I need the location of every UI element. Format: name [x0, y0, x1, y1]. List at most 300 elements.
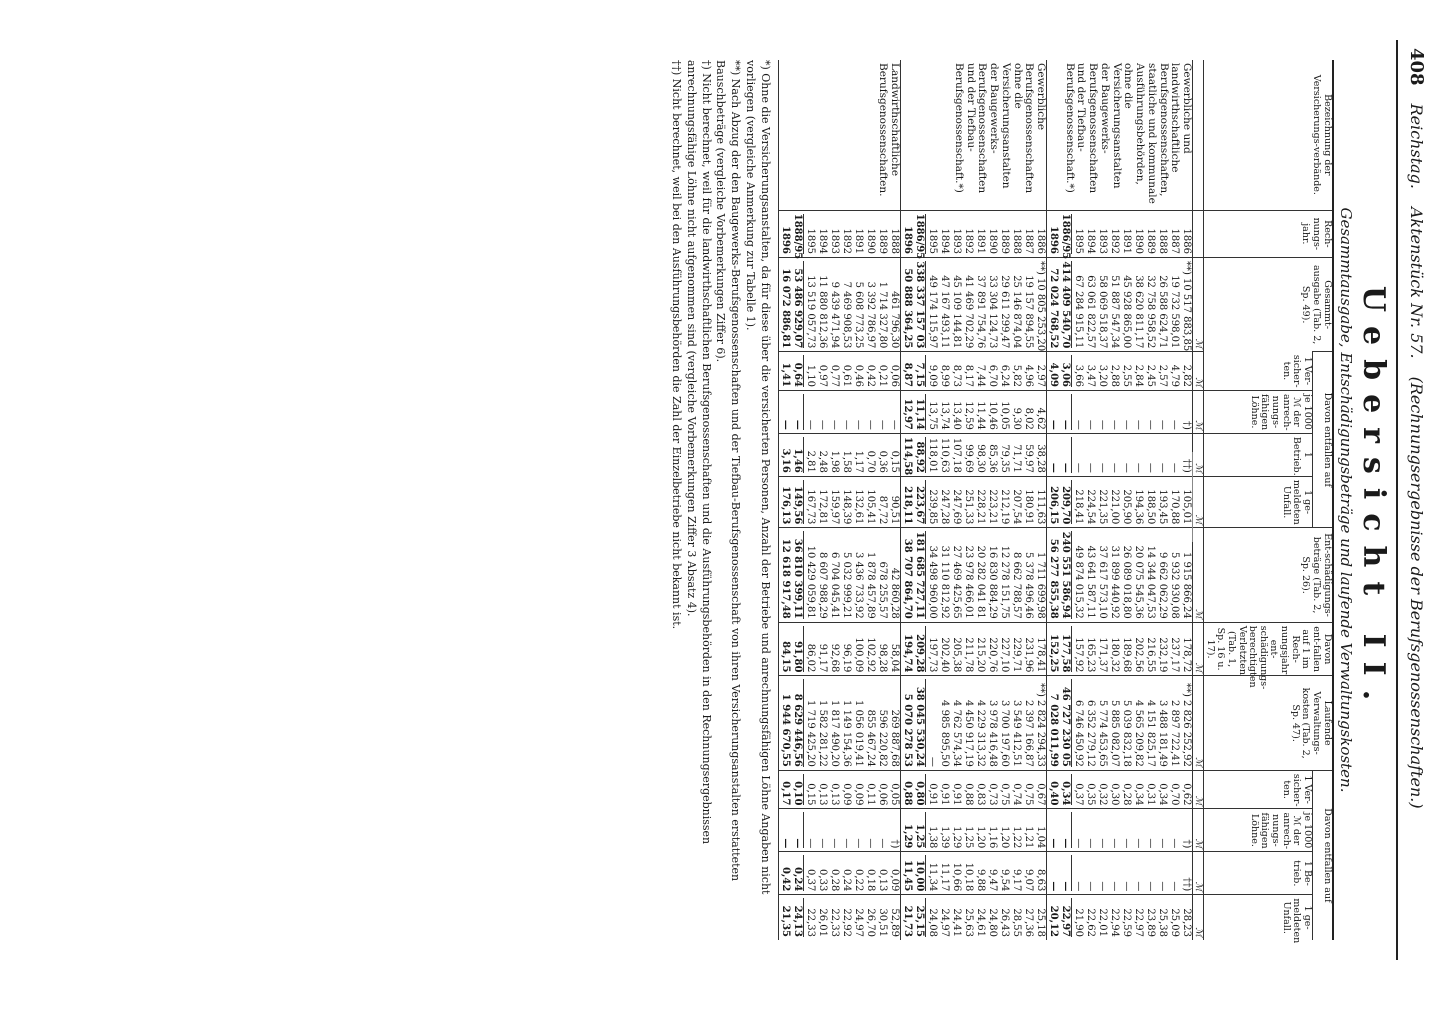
table-cell: —	[1109, 419, 1121, 430]
running-head-center: Aktenstück Nr. 57.	[1407, 206, 1426, 359]
column-cell	[779, 390, 901, 433]
table-cell: 0,34	[1157, 783, 1169, 806]
table-group-row	[779, 60, 901, 940]
table-cell: 1889	[1145, 228, 1157, 254]
table-cell: 22,92	[841, 908, 853, 937]
table-cell: 9,54	[999, 869, 1011, 892]
table-cell: 7 469 908,53	[841, 281, 853, 349]
table-group-row	[901, 60, 1047, 940]
running-head-right: (Rechnungsergebnisse der Berufsgenossenschaften.)	[1407, 376, 1426, 809]
table-cell: —	[853, 838, 865, 849]
table-cell: 0,13	[877, 869, 889, 892]
column-cell	[901, 352, 1047, 391]
table-cell: 9,07	[1023, 869, 1035, 892]
table-cell: 205,90	[1121, 489, 1133, 525]
table-cell: 1891	[853, 228, 865, 254]
table-cell: —	[841, 419, 853, 430]
column-cell	[1047, 433, 1193, 476]
table-cell: 1887	[1023, 228, 1035, 254]
table-cell: —	[1109, 462, 1121, 473]
header-versicherten-2: 1 Ver-sicher-ten.	[1204, 770, 1313, 809]
table-cell: 1,20	[975, 826, 987, 849]
table-body	[779, 60, 1193, 940]
summary-value: 1896	[902, 226, 914, 254]
table-cell: 38,28	[1035, 444, 1047, 473]
table-cell: 91,17	[817, 643, 829, 673]
summary-value: 177,58	[1059, 626, 1072, 673]
table-cell: 23 978 466,01	[963, 545, 975, 619]
column-cell	[901, 770, 1047, 809]
column-cell	[779, 622, 901, 676]
table-cell: 2,82	[1181, 364, 1193, 387]
table-cell: 1894	[939, 228, 951, 254]
table-cell: 8 662 788,57	[1011, 551, 1023, 619]
summary-value: 3,16	[780, 448, 792, 473]
table-cell: 678 255,57	[877, 561, 889, 619]
table-cell: 8 607 988,29	[817, 551, 829, 619]
footnote: *) Ohne die Versicherungsanstalten, da für diese über die versicherten Personen, Anzahl der Betriebe und anrechnungsfähigen Löhne Angaben nicht vorliegen (vergleiche Anmerkung zur Tabelle 1).	[744, 60, 773, 895]
table-cell: 19 157 894,55	[1023, 275, 1035, 349]
table-cell: —	[889, 419, 901, 430]
table-cell: 1,16	[987, 826, 999, 849]
table-cell: 0,05	[889, 783, 901, 806]
summary-value: —	[1048, 462, 1060, 473]
table-cell: 239,85	[927, 489, 939, 525]
summary-value: 25,15	[913, 898, 926, 937]
table-cell: 251,33	[963, 489, 975, 525]
table-cell: 9,17	[1011, 869, 1023, 892]
table-cell: 0,28	[1121, 783, 1133, 806]
table-cell: 1891	[1121, 228, 1133, 254]
column-cell	[779, 257, 901, 351]
table-cell: 51 887 547,34	[1109, 275, 1121, 349]
table-cell: 0,67	[1035, 783, 1047, 806]
table-cell: 21,90	[1073, 908, 1085, 937]
table-cell: 3 549 412,51	[1011, 700, 1023, 767]
table-cell: 22,97	[1133, 908, 1145, 937]
column-cell	[779, 433, 901, 476]
table-cell: 30,51	[877, 908, 889, 937]
table-cell: 1,17	[853, 450, 865, 473]
table-cell: 16 830 884,29	[987, 545, 999, 619]
summary-value: 218,11	[902, 486, 914, 525]
header-rechnungsjahr: Rech-nungs-jahr.	[1204, 210, 1333, 257]
table-cell: —	[1097, 881, 1109, 892]
table-cell: 4 565 209,82	[1133, 700, 1145, 767]
table-cell: 2,97	[1035, 364, 1047, 387]
table-cell: 3,66	[1073, 364, 1085, 387]
table-cell: 13 519 057,73	[805, 275, 817, 349]
table-cell: 0,34	[1133, 783, 1145, 806]
column-cell	[901, 210, 1047, 260]
table-cell: 11,17	[939, 862, 951, 892]
table-cell: ††)	[1181, 877, 1193, 892]
summary-value: 0,80	[913, 774, 926, 806]
table-cell: 9 662 062,29	[1157, 551, 1169, 619]
summary-value: 3,06	[1059, 355, 1072, 387]
header-versicherten-1: 1 Ver-sicher-ten.	[1204, 352, 1313, 391]
table-cell: —	[1121, 881, 1133, 892]
table-cell: 37 891 754,76	[975, 275, 987, 349]
running-head	[1396, 40, 1432, 960]
table-cell: 1892	[963, 228, 975, 254]
table-cell: 228,21	[975, 489, 987, 525]
unit-cell: ℳ	[1193, 622, 1204, 676]
column-cell	[1047, 895, 1193, 940]
unit-cell: ℳ	[1193, 895, 1204, 940]
table-cell: —	[805, 838, 817, 849]
table-cell: 0,13	[817, 783, 829, 806]
unit-cell: ℳ	[1193, 433, 1204, 476]
table-cell: 11,34	[927, 862, 939, 892]
summary-value: 7 028 011,99	[1048, 693, 1060, 767]
table-cell: 1 915 866,24	[1181, 551, 1193, 619]
table-cell: 1893	[829, 228, 841, 254]
table-cell: 1888	[1157, 228, 1169, 254]
table-cell: 1893	[951, 228, 963, 254]
table-cell: 107,18	[951, 437, 963, 473]
header-unfall-2: 1 ge-meldeten Unfall.	[1204, 895, 1313, 940]
table-cell: 45 928 865,00	[1121, 275, 1133, 349]
column-cell	[1047, 770, 1193, 809]
table-cell: 0,24	[841, 869, 853, 892]
table-cell: 6,70	[987, 364, 999, 387]
table-cell: 165,23	[1085, 637, 1097, 673]
table-cell: 231,96	[1023, 637, 1035, 673]
verband-name: Landwirthschaftliche Berufsgenossenschaften.	[779, 60, 901, 210]
summary-value: 11,45	[902, 859, 914, 892]
column-cell	[1047, 852, 1193, 895]
table-cell: 202,40	[939, 637, 951, 673]
table-cell: —	[1133, 838, 1145, 849]
summary-value: 8 629 446,56	[791, 679, 804, 766]
summary-value: 12 618 917,48	[780, 538, 792, 619]
summary-value: 50 888 364,25	[902, 268, 914, 349]
table-cell: 87,72	[877, 495, 889, 525]
page-subtitle: Gesammtausgabe, Entschädigungsbeträge und laufende Verwaltungskosten.	[1337, 207, 1356, 793]
table-cell: 26,70	[865, 908, 877, 937]
summary-value: 38 045 530,24	[913, 679, 926, 766]
table-cell: 3,20	[1097, 364, 1109, 387]
table-cell: 227,10	[999, 637, 1011, 673]
column-cell	[1047, 352, 1193, 391]
table-cell: 27,36	[1023, 908, 1035, 937]
header-verband: Bezeichnung der Versicherungs-verbände.	[1204, 60, 1333, 210]
table-cell: 229,71	[1011, 637, 1023, 673]
table-cell: —	[805, 419, 817, 430]
table-cell: 205,38	[951, 637, 963, 673]
header-gesammtausgabe: Gesammt-ausgabe (Tab. 2, Sp. 49).	[1204, 257, 1333, 351]
title-block	[1334, 40, 1396, 960]
summary-value: 0,88	[902, 781, 914, 806]
column-cell	[779, 352, 901, 391]
table-cell: —	[1121, 419, 1133, 430]
summary-value: 0,40	[1048, 781, 1060, 806]
table-cell: 22,94	[1109, 908, 1121, 937]
summary-value: 240 551 586,94	[1060, 531, 1072, 619]
summary-value: 152,25	[1048, 634, 1060, 673]
table-cell: 24,61	[975, 908, 987, 937]
unit-cell: ℳ	[1193, 676, 1204, 770]
table-cell: 24,97	[939, 908, 951, 937]
table-cell: 111,63	[1035, 489, 1047, 525]
table-cell: —	[1073, 462, 1085, 473]
table-cell: 5,82	[1011, 364, 1023, 387]
table-cell: 43 641 587,11	[1085, 545, 1097, 619]
table-cell: 461 796,30	[889, 291, 901, 349]
table-cell: 8,17	[963, 364, 975, 387]
table-cell: —	[1133, 419, 1145, 430]
table-cell: —	[1145, 881, 1157, 892]
table-cell: 1 878 457,89	[865, 551, 877, 619]
column-cell	[1047, 622, 1193, 676]
table-cell: 102,92	[865, 637, 877, 673]
table-cell: 1894	[817, 228, 829, 254]
table-cell: 0,70	[1169, 783, 1181, 806]
unit-cell: ℳ	[1193, 528, 1204, 622]
table-cell: 1,29	[951, 826, 963, 849]
table-cell: —	[1133, 881, 1145, 892]
table-cell: 9,88	[975, 869, 987, 892]
table-cell: 232,19	[1157, 637, 1169, 673]
table-cell: 5 932 930,08	[1169, 551, 1181, 619]
table-cell: 25,38	[1157, 908, 1169, 937]
summary-value: 1886/95	[1060, 213, 1072, 260]
table-cell: **) 10 805 253,20	[1035, 260, 1047, 352]
summary-value: 22,97	[1059, 898, 1072, 937]
table-cell: —	[1169, 419, 1181, 430]
summary-value: 194,74	[902, 634, 914, 673]
summary-value: —	[1059, 812, 1072, 848]
table-cell: 25,09	[1169, 908, 1181, 937]
table-cell: 180,91	[1023, 489, 1035, 525]
table-cell: 1889	[999, 228, 1011, 254]
table-cell: 1,39	[939, 826, 951, 849]
table-cell: —	[865, 419, 877, 430]
table-cell: 67 284 915,11	[1073, 275, 1085, 349]
column-cell	[1047, 809, 1193, 852]
summary-value: 8,87	[902, 362, 914, 387]
summary-value: 84,15	[780, 641, 792, 673]
table-cell: 0,28	[829, 869, 841, 892]
table-cell: 3 436 733,92	[853, 551, 865, 619]
table-cell: 5 039 832,18	[1121, 700, 1133, 767]
table-cell: —	[1169, 838, 1181, 849]
table-cell: 596 220,82	[877, 709, 889, 767]
column-cell	[901, 476, 1047, 528]
table-cell: 1889	[877, 228, 889, 254]
table-cell: —	[1145, 419, 1157, 430]
table-cell: 1,58	[841, 450, 853, 473]
header-group-davon-2: Davon entfallen auf	[1312, 770, 1332, 940]
table-cell: 221,35	[1097, 489, 1109, 525]
table-cell: —	[1157, 462, 1169, 473]
table-cell: 1890	[987, 228, 999, 254]
table-cell: 3 978 416,48	[987, 700, 999, 767]
table-cell: 5 885 082,07	[1109, 700, 1121, 767]
summary-value: 1,29	[902, 824, 914, 849]
table-cell: 1895	[805, 228, 817, 254]
column-cell	[1047, 257, 1193, 351]
table-cell: 0,09	[889, 869, 901, 892]
table-cell: 0,09	[853, 783, 865, 806]
table-cell: 5 032 999,21	[841, 551, 853, 619]
page-number: 408	[1406, 48, 1427, 86]
verband-name: Gewerbliche und landwirthschaftliche Berufsgenossenschaften, staatliche und kommunale Ausführungsbehörden, ohne die Versicherungsanstalten der Baugewerks-Berufsgenossenschaften und der Tiefbau-Berufsgenossenschaft.*)	[1047, 60, 1193, 210]
table-cell: 1,22	[1011, 826, 1023, 849]
table-cell: 0,75	[999, 783, 1011, 806]
table-cell: †)	[1181, 421, 1193, 430]
table-cell: 0,18	[865, 869, 877, 892]
table-cell: 13,75	[927, 401, 939, 430]
table-cell: 12 278 151,75	[999, 545, 1011, 619]
table-cell: 193,45	[1157, 489, 1169, 525]
table-cell: 10,18	[963, 862, 975, 892]
table-cell: 0,37	[805, 869, 817, 892]
table-cell: 58 069 518,37	[1097, 275, 1109, 349]
column-cell	[901, 257, 1047, 351]
table-cell: 223,21	[987, 489, 999, 525]
table-cell: 188,50	[1145, 489, 1157, 525]
summary-value: 21,73	[902, 905, 914, 937]
table-cell: 26 588 624,71	[1157, 275, 1169, 349]
table-cell: —	[927, 756, 939, 767]
summary-value: 0,17	[780, 781, 792, 806]
summary-value: 20,12	[1048, 905, 1060, 937]
table-cell: 24,41	[951, 908, 963, 937]
table-group-row	[1047, 60, 1193, 940]
table-cell: 26 089 018,80	[1121, 545, 1133, 619]
table-cell: 79,35	[999, 444, 1011, 473]
table-cell: —	[1145, 838, 1157, 849]
table-cell: **) 10 517 883,85	[1181, 260, 1193, 352]
summary-value: 176,13	[780, 486, 792, 525]
summary-value: 91,80	[791, 626, 804, 673]
summary-value: 36 810 399,11	[791, 531, 804, 618]
table-cell: —	[1145, 462, 1157, 473]
table-cell: 1 714 327,80	[877, 281, 889, 349]
table-cell: 220,76	[987, 637, 999, 673]
table-cell: 37 617 573,10	[1097, 545, 1109, 619]
table-cell: 1890	[865, 228, 877, 254]
table-cell: 0,06	[889, 364, 901, 387]
table-cell: 178,72	[1181, 637, 1193, 673]
table-cell: 28,55	[1011, 908, 1023, 937]
table-cell: 71,71	[1011, 444, 1023, 473]
table-cell: 0,30	[1109, 783, 1121, 806]
header-group-davon-1: Davon entfallen auf	[1312, 352, 1332, 528]
table-cell: —	[877, 838, 889, 849]
unit-cell: ℳ	[1193, 809, 1204, 852]
table-cell: 0,74	[1011, 783, 1023, 806]
column-cell	[779, 852, 901, 895]
column-cell	[1047, 476, 1193, 528]
table-cell: —	[1097, 462, 1109, 473]
summary-value: 149,56	[791, 480, 804, 525]
summary-value: 0,24	[791, 855, 804, 891]
table-cell: 20 282 041 81	[975, 545, 987, 619]
summary-value: 209,28	[913, 626, 926, 673]
table-cell: 6 352 279,12	[1085, 700, 1097, 767]
table-cell: 1895	[1073, 228, 1085, 254]
table-cell: 1,38	[927, 826, 939, 849]
table-cell: 22,62	[1085, 908, 1097, 937]
table-cell: 0,70	[865, 450, 877, 473]
summary-value: 1,25	[913, 812, 926, 848]
table-cell: 2,81	[805, 450, 817, 473]
table-cell: —	[1169, 462, 1181, 473]
table-cell: —	[1073, 419, 1085, 430]
table-cell: 1,25	[963, 826, 975, 849]
footnote: ††) Nicht berechnet, weil bei den Ausführungsbehörden die Zahl der Einzelbetriebe nicht bekannt ist.	[669, 60, 683, 630]
table-cell: 14 344 047,53	[1145, 545, 1157, 619]
table-cell: 49 174 115,97	[927, 275, 939, 349]
table-cell: 3 392 786,97	[865, 281, 877, 349]
table-cell: 13,74	[939, 401, 951, 430]
table-cell: 4 229 313,32	[975, 700, 987, 767]
table-cell: 2,55	[1121, 364, 1133, 387]
table-cell: —	[1073, 881, 1085, 892]
table-cell: 27 469 425,65	[951, 545, 963, 619]
table-cell: 25 146 874,04	[1011, 275, 1023, 349]
summary-value: —	[1059, 394, 1072, 430]
table-cell: 1,21	[1023, 826, 1035, 849]
table-cell: 34 498 960,00	[927, 545, 939, 619]
table-cell: 6 746 450,92	[1073, 700, 1085, 767]
column-cell	[779, 770, 901, 809]
table-cell: 0,73	[987, 783, 999, 806]
table-cell: 47 167 493,11	[939, 275, 951, 349]
table-cell: 12,59	[963, 401, 975, 430]
column-cell	[901, 433, 1047, 476]
column-cell	[779, 895, 901, 940]
column-cell	[901, 809, 1047, 852]
table-cell: 237,17	[1169, 637, 1181, 673]
table-cell: 3,47	[1085, 364, 1097, 387]
table-header	[1193, 60, 1333, 944]
table-cell: —	[1097, 838, 1109, 849]
table-cell: 1888	[1011, 228, 1023, 254]
table-cell: 0,22	[853, 869, 865, 892]
summary-value: 53 486 929,07	[791, 261, 804, 348]
unit-cell: ℳ	[1193, 352, 1204, 391]
table-cell: 90,51	[889, 495, 901, 525]
table-cell: 2,48	[817, 450, 829, 473]
column-cell	[901, 528, 1047, 622]
table-cell: 855 467,24	[865, 709, 877, 767]
table-cell: 0,61	[841, 364, 853, 387]
summary-value: 338 337 157 03	[914, 261, 926, 349]
unit-cell: ℳ	[1193, 770, 1204, 809]
summary-value: —	[1048, 419, 1060, 430]
table-cell: —	[829, 419, 841, 430]
table-cell: 3 488 181,49	[1157, 700, 1169, 767]
summary-value: 38 707 864,70	[902, 538, 914, 619]
table-cell: 132,61	[853, 489, 865, 525]
table-cell: 9 439 471,94	[829, 281, 841, 349]
summary-value: 24,13	[791, 898, 804, 937]
summary-value: —	[1048, 838, 1060, 849]
table-cell: 2 897 722,41	[1169, 700, 1181, 767]
table-cell: 189,68	[1121, 637, 1133, 673]
table-cell: 4 985 895,50	[939, 700, 951, 767]
table-cell: 58,04	[889, 643, 901, 673]
footnote: **) Nach Abzug der den Baugewerks-Berufsgenossenschaften und der Tiefbau-Berufsgenossenschaft von ihren Versicherungsanstalten erstatteten Bauschbeträge (vergleiche Vorbemerkungen Ziffer 6).	[714, 60, 743, 882]
page-title: Uebersicht II.	[1356, 285, 1391, 715]
table-cell: —	[1121, 462, 1133, 473]
table-cell: 1887	[1169, 228, 1181, 254]
column-cell	[779, 210, 901, 260]
